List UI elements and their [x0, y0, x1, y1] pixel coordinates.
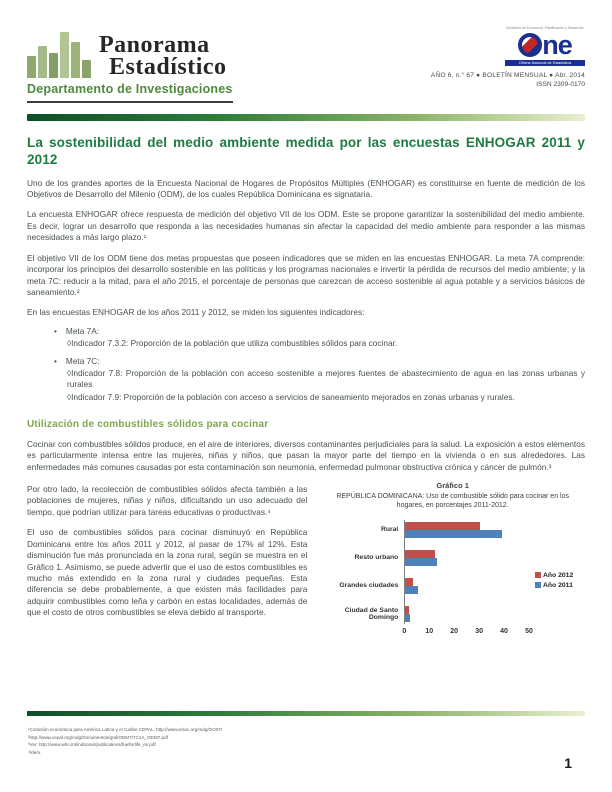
green-gradient-divider-top	[27, 114, 585, 121]
paragraph: La encuesta ENHOGAR ofrece respuesta de medición del objetivo VII de los ODM. Este se propone garantizar la sostenibilidad del medio ambiente. Es decir, lograr un desarrollo que responda a las necesidades humanas sin afectar la capacidad del medio ambiente para responder a las mismas necesidades a más largo plazo.¹	[27, 209, 585, 243]
footnote-1: ¹Comisión económica para América Latina y el Caribe CEPAL. http://www.eclac.org/mdg/GO07/	[28, 727, 223, 732]
chart-bar-group	[405, 606, 529, 622]
footnote-3: ³Ver: http://www.who.int/indoorair/publications/fuelforlife_es.pdf	[28, 742, 156, 748]
issue-line: AÑO 6, n.° 67 ● BOLETÍN MENSUAL ● Abr. 2014	[430, 72, 585, 79]
chart-bar	[405, 614, 410, 622]
chart-x-tick: 50	[525, 628, 533, 636]
left-text-column	[27, 475, 307, 640]
paragraph: Por otro lado, la recolección de combustibles sólidos afecta también a las poblaciones de mujeres, niñas y niños, dificultando un uso adecuado del tiempo, que podrían utilizar para tareas educativas o productivas.⁴	[27, 483, 308, 517]
chart-bar	[405, 558, 437, 566]
chart-legend-item	[535, 572, 585, 579]
chart-category-row	[344, 606, 529, 622]
brand-title-line1: Panorama	[99, 31, 210, 58]
brand-block	[27, 26, 233, 103]
meta-7c-label: • Meta 7C:	[54, 356, 585, 366]
chart-legend-item	[535, 582, 585, 589]
one-logo-ministry-text: Ministerio de Economía, Planificación y Desarrollo	[506, 26, 584, 30]
legend-swatch-icon	[535, 572, 541, 578]
indicator-7-9: ◊Indicador 7.9: Proporción de la población con acceso a servicios de saneamiento mejorados en zonas urbanas y rurales.	[67, 391, 515, 402]
paragraph: Uno de los grandes aportes de la Encuesta Nacional de Hogares de Propósitos Múltiples (ENHOGAR) es constituirse en fuente de medición de los Objetivos de Desarrollo del Milenio (ODM), de los cuales República Dominicana es signataria.	[27, 177, 585, 199]
footnote-4: ⁴Ídem.	[28, 749, 42, 755]
chart-category-row	[354, 550, 529, 566]
chart-bar	[405, 550, 435, 558]
chart-title: Gráfico 1	[436, 480, 469, 490]
list-item	[54, 356, 585, 403]
page-number: 1	[564, 755, 572, 771]
one-logo	[505, 26, 585, 66]
chart-category-row	[380, 522, 529, 538]
brand-title-line2: Estadístico	[109, 53, 227, 80]
chart-bar-group	[405, 522, 529, 538]
article-title: La sostenibilidad del medio ambiente medida por las encuestas ENHOGAR 2011 y 2012	[27, 135, 585, 168]
chart-x-tick: 40	[500, 628, 508, 636]
footnote-2: ²http://www.cepal.org/mdg/Documentos/gral/ODM7/7C1A_ODM7.pdf	[28, 734, 168, 740]
meta-7a-label: • Meta 7A:	[54, 326, 585, 336]
chart-bar	[405, 578, 412, 586]
one-logo-office-text: Oficina Nacional de Estadística	[505, 60, 585, 66]
bar-chart-logo-icon	[27, 26, 91, 78]
issn: ISSN 2309-0170	[536, 81, 585, 88]
indicator-7-8: ◊Indicador 7.8: Proporción de la población con acceso sostenible a mejores fuentes de abastecimiento de agua en las zonas urbanas y rurales	[67, 367, 585, 389]
chart-bar	[405, 606, 409, 614]
chart-x-tick: 20	[450, 628, 459, 636]
chart-bar-group	[405, 550, 529, 566]
chart-figure	[320, 475, 585, 640]
chart-x-tick: 0	[402, 628, 407, 636]
one-logo-wordmark: ne	[542, 29, 572, 60]
chart-xaxis	[402, 628, 533, 640]
brand-title	[99, 31, 227, 80]
one-logo-circle-icon	[518, 33, 542, 57]
chart-bar	[405, 522, 479, 530]
chart-category-label: Ciudad de Santo Domingo	[344, 606, 399, 622]
chart-category-label: Grandes ciudades	[339, 582, 399, 590]
chart-x-tick: 30	[475, 628, 484, 636]
legend-label: Año 2011	[543, 581, 573, 589]
footnotes	[28, 726, 222, 756]
chart-category-row	[339, 578, 529, 594]
section-heading: Utilización de combustibles sólidos para cocinar	[27, 418, 269, 430]
chart-x-tick: 10	[425, 628, 434, 636]
chart-bar	[405, 586, 417, 594]
paragraph: El objetivo VII de los ODM tiene dos metas propuestas que poseen indicadores que se miden en las encuestas ENHOGAR. La meta 7A comprende: incorporar los principios del desarrollo sostenible en las políticas y los programas nacionales e invertir la pérdida de recursos del medio ambiente; y la meta 7C: reducir a la mitad, para el año 2015, el porcentaje de personas que carezcan de acceso sostenible al agua potable y a servicios básicos de saneamiento.²	[27, 252, 585, 298]
chart-category-label: Resto urbano	[354, 554, 399, 562]
header	[27, 26, 585, 103]
green-gradient-divider-bottom	[27, 711, 585, 716]
chart-category-label: Rural	[380, 526, 399, 534]
indicator-7-3-2: ◊Indicador 7.3.2: Proporción de la población que utiliza combustibles sólidos para cocinar.	[67, 337, 398, 348]
department-subtitle: Departamento de Investigaciones	[27, 82, 233, 96]
chart-bar-group	[405, 578, 529, 594]
list-item	[54, 326, 585, 349]
paragraph: El uso de combustibles sólidos para cocinar disminuyó en República Dominicana entre los años 2011 y 2012, al pasar de 17% al 12%. Esta disminución fue más pronunciada en la zona rural, según se muestra en el Gráfico 1. Asimismo, se puede advertir que el uso de estos combustibles es mucho más extendido en la zona rural y ciudades pequeñas. Esta diferencia se debe probablemente, a que existen más facilidades para adquirir combustibles como leña y carbón en estas localidades, además de que el costo de otros combustibles se eleva debido al transporte.	[27, 527, 308, 618]
paragraph: En las encuestas ENHOGAR de los años 2011 y 2012, se miden los siguientes indicadores:	[27, 307, 365, 318]
chart-rows	[339, 520, 529, 624]
chart-subtitle: REPÚBLICA DOMINICANA: Uso de combustible sólido para cocinar en los hogares, en porcentajes 2011-2012.	[336, 492, 569, 510]
legend-swatch-icon	[535, 582, 541, 588]
paragraph: Cocinar con combustibles sólidos produce, en el aire de interiores, diversos contaminantes perjudiciales para la salud. La exposición a estos elementos es particularmente intensa entre las mujeres, niñas y niños, que pasan la mayor parte del tiempo en la vivienda o en sus alrededores. Las enfermedades más comunes causadas por esta contaminación son neumonia, enfermedad pulmonar obstructiva crónica y cáncer de pulmón.³	[27, 438, 585, 472]
legend-label: Año 2012	[543, 571, 574, 579]
chart-bar	[405, 530, 501, 538]
chart-legend	[535, 569, 585, 592]
indicator-list	[27, 326, 585, 403]
